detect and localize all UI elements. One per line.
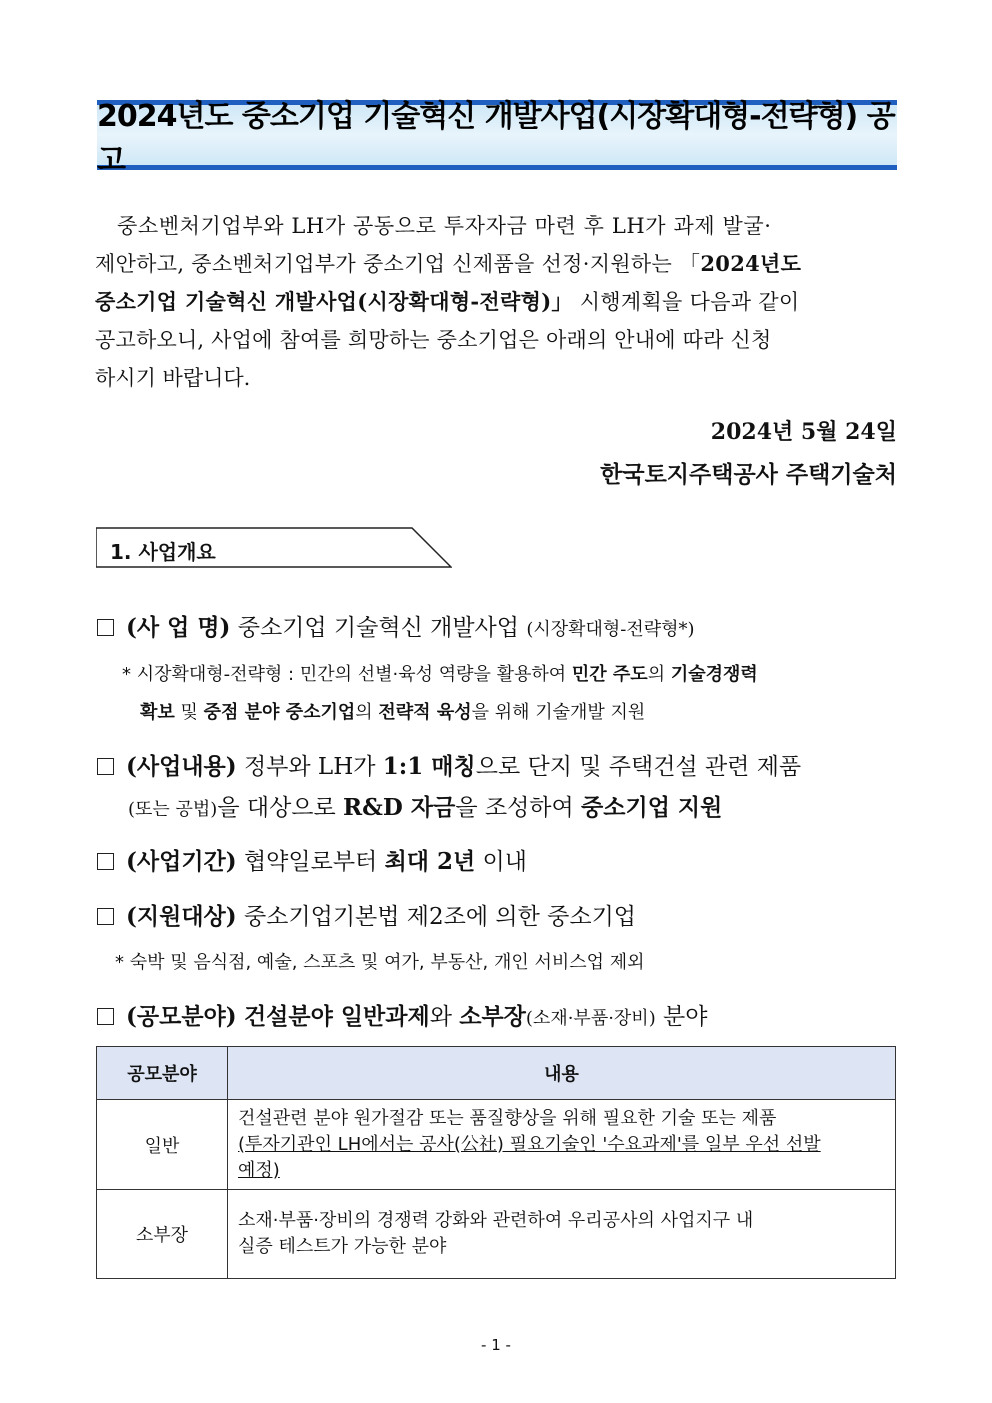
table-cell-content — [228, 1190, 896, 1279]
item-text: 협약일로부터 — [236, 849, 385, 875]
announcement-title: 2024년도 중소기업 기술혁신 개발사업(시장확대형-전략형) 공고 — [97, 99, 895, 178]
program-name-bold: 중소기업 기술혁신 개발사업(시장확대형-전략형)」 — [95, 289, 573, 314]
business-content-item-line2 — [128, 789, 722, 822]
item-bold: 소부장 — [459, 1003, 526, 1030]
table-cell-line-underlined: (투자기관인 LH에서는 공사(公社) 필요기술인 '수요과제'를 일부 우선 선발 — [238, 1133, 821, 1155]
call-field-item — [97, 998, 707, 1031]
checkbox-bullet-icon — [97, 758, 114, 775]
item-bold: 1:1 매칭 — [382, 753, 476, 780]
item-bold: 최대 2년 — [384, 848, 476, 875]
item-small-text: (시장확대형-전략형*) — [526, 619, 695, 640]
table-cell-line: 건설관련 분야 원가절감 또는 품질향상을 위해 필요한 기술 또는 제품 — [238, 1107, 777, 1129]
intro-line: 공고하오니, 사업에 참여를 희망하는 중소기업은 아래의 안내에 따라 신청 — [95, 328, 772, 352]
business-name-note-line2 — [140, 698, 645, 724]
intro-line: 하시기 바랍니다. — [95, 366, 251, 390]
table-cell-line-underlined: 예정) — [238, 1159, 280, 1181]
announcement-date: 2024년 5월 24일 — [710, 419, 897, 445]
table-cell-line: 소재·부품·장비의 경쟁력 강화와 관련하여 우리공사의 사업지구 내 — [238, 1210, 754, 1231]
note-text: 의 — [647, 664, 671, 685]
checkbox-bullet-icon — [97, 619, 114, 636]
item-label: (사업내용) — [126, 753, 237, 780]
note-text: 의 — [355, 702, 379, 723]
item-label: (공모분야) — [126, 1003, 237, 1030]
intro-text: 시행계획을 다음과 같이 — [572, 290, 800, 314]
table-row — [97, 1100, 896, 1190]
item-bold: 중소기업 지원 — [581, 794, 723, 821]
intro-bold-text: 2024년도 — [700, 251, 802, 276]
checkbox-bullet-icon — [97, 853, 114, 870]
note-bold: 기술경쟁력 — [670, 664, 758, 685]
note-text: 및 — [174, 702, 204, 723]
business-name-item — [97, 609, 695, 642]
note-text: 을 위해 기술개발 지원 — [471, 702, 646, 723]
call-field-table — [96, 1046, 896, 1279]
table-cell-content — [228, 1100, 896, 1190]
note-text: * 시장확대형-전략형 : 민간의 선별·육성 역량을 활용하여 — [122, 664, 572, 685]
intro-line — [95, 245, 897, 283]
checkbox-bullet-icon — [97, 1008, 114, 1025]
note-bold: 확보 — [140, 702, 175, 723]
table-header-category: 공모분야 — [97, 1047, 228, 1100]
item-text: 으로 단지 및 주택건설 관련 제품 — [475, 754, 802, 780]
section-1-header — [96, 527, 452, 568]
intro-paragraph — [95, 207, 897, 397]
business-name-note-line1 — [122, 660, 758, 686]
page-number: - 1 - — [481, 1336, 511, 1354]
table-cell-line: 실증 테스트가 가능한 분야 — [238, 1236, 447, 1257]
item-text: 을 대상으로 — [217, 795, 344, 821]
announcement-title-banner — [97, 99, 897, 178]
business-content-item — [97, 748, 801, 781]
item-label: (지원대상) — [126, 903, 237, 930]
section-1-title: 1. 사업개요 — [110, 540, 216, 564]
item-label: (사업기간) — [126, 848, 237, 875]
table-header-row — [97, 1047, 896, 1100]
item-bold: 건설분야 일반과제 — [243, 1003, 430, 1030]
item-text: 을 조성하여 — [455, 795, 582, 821]
table-cell-category: 소부장 — [97, 1190, 228, 1279]
note-bold: 민간 주도 — [571, 664, 648, 685]
item-label: (사 업 명) — [126, 614, 231, 641]
table-cell-category: 일반 — [97, 1100, 228, 1190]
table-row — [97, 1190, 896, 1279]
item-small-text: (또는 공법) — [128, 799, 218, 820]
table-header-content: 내용 — [228, 1047, 896, 1100]
checkbox-bullet-icon — [97, 908, 114, 925]
issuing-organization: 한국토지주택공사 주택기술처 — [600, 461, 897, 488]
item-text: 정부와 LH가 — [236, 754, 383, 780]
item-text: 중소기업 기술혁신 개발사업 — [230, 615, 519, 641]
item-bold: R&D 자금 — [343, 794, 456, 821]
item-text: 중소기업기본법 제2조에 의한 중소기업 — [236, 904, 637, 930]
item-text: 분야 — [655, 1004, 708, 1030]
business-period-item — [97, 843, 527, 876]
intro-line: 중소벤처기업부와 LH가 공동으로 투자자금 마련 후 LH가 과제 발굴· — [117, 214, 772, 238]
note-bold: 전략적 육성 — [378, 702, 472, 723]
intro-line — [95, 283, 897, 321]
item-text: 와 — [429, 1004, 460, 1030]
support-target-item — [97, 898, 636, 931]
item-small-text: (소재·부품·장비) — [525, 1008, 656, 1029]
intro-text: 제안하고, 중소벤처기업부가 중소기업 신제품을 선정·지원하는 「 — [95, 252, 701, 276]
item-text: 이내 — [475, 849, 527, 875]
support-target-note: * 숙박 및 음식점, 예술, 스포츠 및 여가, 부동산, 개인 서비스업 제외 — [115, 952, 645, 973]
note-bold: 중점 분야 중소기업 — [203, 702, 356, 723]
